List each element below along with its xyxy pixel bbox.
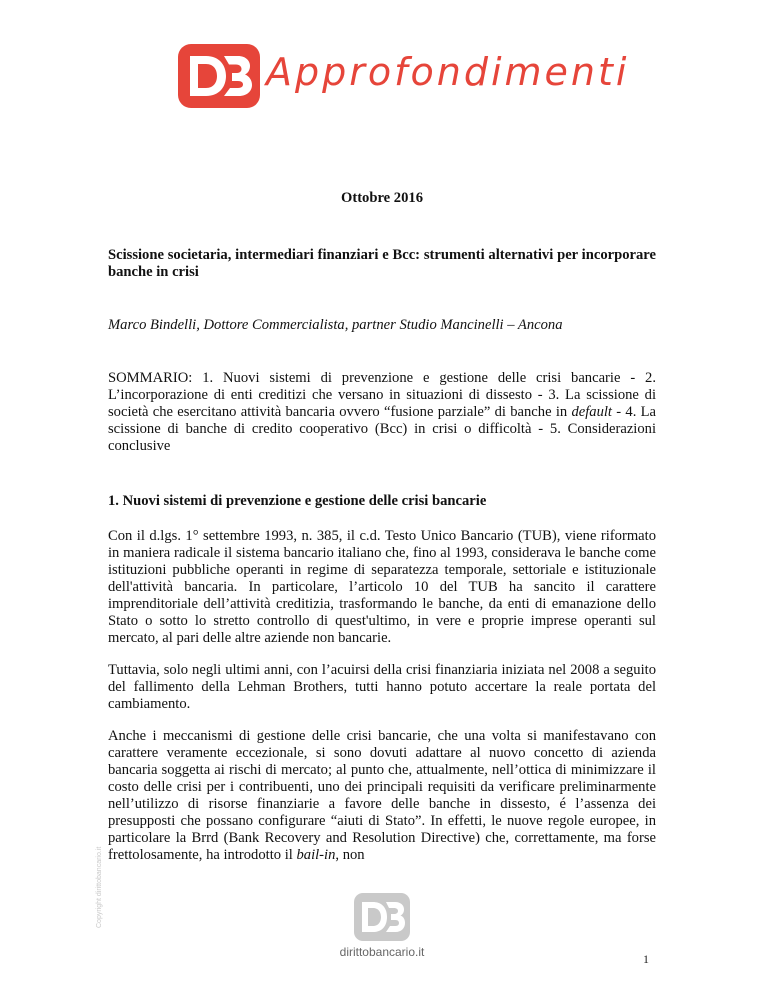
document-date: Ottobre 2016 bbox=[340, 190, 423, 206]
summary-emphasis: default bbox=[571, 404, 612, 420]
header-logo bbox=[178, 44, 630, 116]
document-body bbox=[108, 190, 656, 864]
paragraph-2: Tuttavia, solo negli ultimi anni, con l’acuirsi della crisi finanziaria iniziata nel 2008 a seguito del fallimento della Lehman Brothers, tutti hanno potuto accertare la reale portata del cambiamento. bbox=[108, 662, 656, 712]
paragraph-3-text-2: , non bbox=[335, 847, 365, 863]
summary-text-2: - 4. La scissione di banche di credito cooperativo (Bcc) in crisi o difficoltà - 5. Considerazioni conclusive bbox=[108, 404, 656, 454]
page-number: 1 bbox=[643, 952, 649, 966]
approfondimenti-wordmark: Approfondimenti bbox=[266, 50, 630, 94]
dirittobancario-logo-icon bbox=[354, 893, 410, 941]
paragraph-3-text-1: Anche i meccanismi di gestione delle crisi bancarie, che una volta si manifestavano con carattere veramente eccezionale, si sono dovuti adattare al nuovo concetto di azienda bancaria soggetta ai rischi di mercato; al punto che, attualmente, nell’ottica di minimizzare il costo delle crisi per i contribuenti, uno dei principali requisiti da verificare preliminarmente nell’utilizzo di risorse finanziarie a favore delle banche in dissesto, é l’assenza dei presupposti che possano configurare “aiuti di Stato”. In effetti, le nuove regole europee, in particolare la Brrd (Bank Recovery and Resolution Directive) che, correttamente, ma forse frettolosamente, ha introdotto il bbox=[108, 728, 656, 863]
summary-text-1: SOMMARIO: 1. Nuovi sistemi di prevenzione e gestione delle crisi bancarie - 2. L’incorporazione di enti creditizi che versano in situazioni di dissesto - 3. La scissione di società che esercitano attività bancaria ovvero “fusione parziale” di banche in bbox=[108, 370, 656, 420]
paragraph-3-emphasis: bail-in bbox=[296, 847, 336, 863]
section-heading: 1. Nuovi sistemi di prevenzione e gestione delle crisi bancarie bbox=[108, 493, 487, 509]
paragraph-3 bbox=[108, 728, 656, 864]
footer-site-name: dirittobancario.it bbox=[339, 945, 425, 959]
paragraph-1: Con il d.lgs. 1° settembre 1993, n. 385, il c.d. Testo Unico Bancario (TUB), viene riformato in maniera radicale il sistema bancario italiano che, fino al 1993, considerava le banche come istituzioni pubbliche operanti in regime di separatezza temporale, settoriale e istituzionale dell'attività bancaria. In particolare, l’articolo 10 del TUB ha sancito il carattere imprenditoriale dell’attività creditizia, trasformando le banche, da enti di emanazione dello Stato o sotto lo stretto controllo di quest'ultimo, in vere e proprie imprese operanti sul mercato, al pari delle altre aziende non bancarie. bbox=[108, 528, 656, 646]
document-title: Scissione societaria, intermediari finanziari e Bcc: strumenti alternativi per incorporare banche in crisi bbox=[108, 247, 656, 280]
document-author: Marco Bindelli, Dottore Commercialista, partner Studio Mancinelli – Ancona bbox=[108, 317, 563, 333]
copyright-watermark: Copyright dirittobancario.it bbox=[96, 846, 103, 928]
document-summary bbox=[108, 370, 656, 455]
db-logo-icon bbox=[178, 44, 260, 108]
